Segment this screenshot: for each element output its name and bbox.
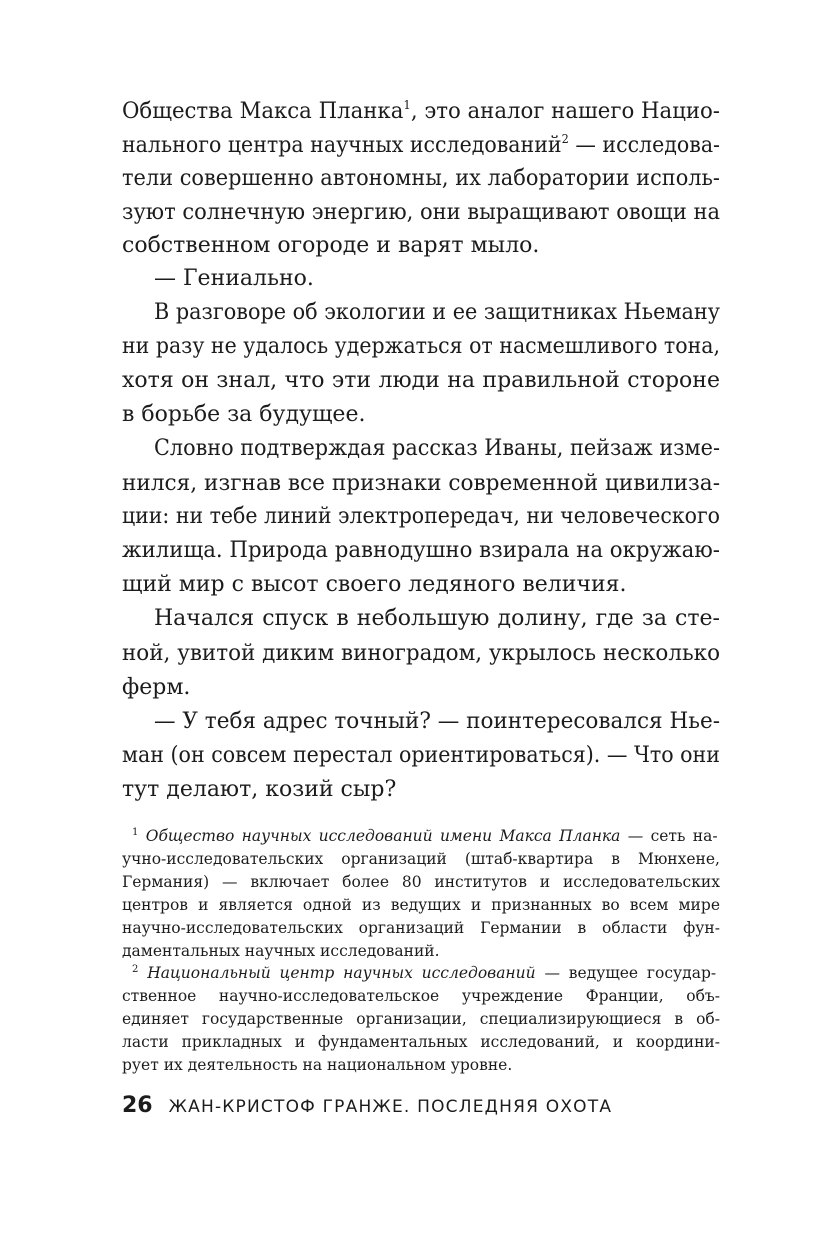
footnote-marker: 2 xyxy=(561,131,569,146)
text-run: щий мир с высот своего ледяного величия. xyxy=(122,572,627,597)
body-text-line xyxy=(122,196,720,230)
footnote-line xyxy=(122,1031,720,1053)
body-text-line xyxy=(154,296,720,330)
text-run: Общества Макса Планка xyxy=(122,99,404,124)
body-text-line xyxy=(122,534,720,568)
body-text-line xyxy=(122,95,720,129)
text-run: рует их деятельность на национальном уровне. xyxy=(122,1056,513,1074)
body-text-line xyxy=(154,602,720,636)
text-run: , это аналог нашего Нацио- xyxy=(410,99,720,124)
body-text-line xyxy=(122,129,720,163)
footnote-term: Общество научных исследований имени Макса Планка xyxy=(145,827,621,845)
body-text-line xyxy=(122,773,396,807)
text-run: нился, изгнав все признаки современной цивилиза- xyxy=(122,471,720,496)
body-text-line xyxy=(122,467,720,501)
text-run: — ведущее государ- xyxy=(535,964,717,982)
page-number: 26 xyxy=(122,1093,153,1118)
text-run: тели совершенно автономны, их лаборатории исполь- xyxy=(122,166,720,191)
body-text-line xyxy=(154,705,720,739)
footnote-line xyxy=(122,985,720,1007)
body-text-line xyxy=(122,229,539,263)
footnote-line xyxy=(132,962,716,984)
text-run xyxy=(138,827,145,845)
footnote-line xyxy=(122,940,440,962)
text-run: ферм. xyxy=(122,675,191,700)
body-text-line xyxy=(122,162,720,196)
text-run: научно-исследовательских организаций Германии в области фун- xyxy=(122,919,720,937)
text-run: собственном огороде и варят мыло. xyxy=(122,233,540,258)
text-run: зуют солнечную энергию, они выращивают овощи на xyxy=(122,200,720,225)
text-run: ции: ни тебе линий электропередач, ни человеческого xyxy=(122,504,720,529)
text-run: Словно подтверждая рассказ Иваны, пейзаж изме- xyxy=(154,436,720,461)
body-text-line xyxy=(122,330,720,364)
footnote-line xyxy=(132,825,718,847)
body-text-line xyxy=(122,500,720,534)
footnote-line xyxy=(122,894,720,916)
text-run xyxy=(138,964,147,982)
body-text-line xyxy=(122,739,720,773)
text-run: учно-исследовательских организаций (штаб-квартира в Мюнхене, xyxy=(122,850,720,868)
text-run: В разговоре об экологии и ее защитниках Ньеману xyxy=(154,300,720,325)
body-text-line xyxy=(122,568,627,602)
text-run: — У тебя адрес точный? — поинтересовался Нье- xyxy=(154,709,720,734)
footnote-line xyxy=(122,1054,512,1076)
footnote-line xyxy=(122,1008,720,1030)
footnote-line xyxy=(122,848,720,870)
body-text-line xyxy=(154,262,314,296)
body-text-line xyxy=(122,637,720,671)
text-run: — Гениально. xyxy=(154,266,314,291)
text-run: Германия) — включает более 80 институтов и исследовательских xyxy=(122,873,720,891)
footnote-term: Национальный центр научных исследований xyxy=(147,964,536,982)
body-text-line xyxy=(122,671,190,705)
footnote-marker: 1 xyxy=(132,826,139,838)
text-run: — исследова- xyxy=(568,133,720,158)
text-run: — сеть на- xyxy=(620,827,718,845)
text-run: ни разу не удалось удержаться от насмешливого тона, xyxy=(122,334,720,359)
text-run: ласти прикладных и фундаментальных исследований, и координи- xyxy=(122,1033,720,1051)
page-footer xyxy=(122,1092,612,1120)
body-text-line xyxy=(122,398,365,432)
body-text-line xyxy=(122,364,720,398)
text-run: нального центра научных исследований xyxy=(122,133,562,158)
text-run: ной, увитой диким виноградом, укрылось несколько xyxy=(122,641,720,666)
text-run: жилища. Природа равнодушно взирала на окружаю- xyxy=(122,538,720,563)
footnote-line xyxy=(122,871,720,893)
text-run: хотя он знал, что эти люди на правильной стороне xyxy=(122,368,720,393)
text-run: в борьбе за будущее. xyxy=(122,402,366,427)
footnote-line xyxy=(122,917,720,939)
footnote-marker: 2 xyxy=(132,963,139,975)
text-run: ственное научно-исследовательское учреждение Франции, объ- xyxy=(122,987,720,1005)
text-run: даментальных научных исследований. xyxy=(122,942,440,960)
text-run: ман (он совсем перестал ориентироваться). — Что они xyxy=(122,743,720,768)
footnote-marker: 1 xyxy=(403,97,411,112)
running-title: ЖАН-КРИСТОФ ГРАНЖЕ. ПОСЛЕДНЯЯ ОХОТА xyxy=(168,1097,613,1117)
text-run: тут делают, козий сыр? xyxy=(122,777,397,802)
text-run: Начался спуск в небольшую долину, где за сте- xyxy=(154,606,720,631)
text-run: единяет государственные организации, специализирующиеся в об- xyxy=(122,1010,720,1028)
body-text-line xyxy=(154,432,720,466)
text-run: центров и является одной из ведущих и признанных во всем мире xyxy=(122,896,720,914)
